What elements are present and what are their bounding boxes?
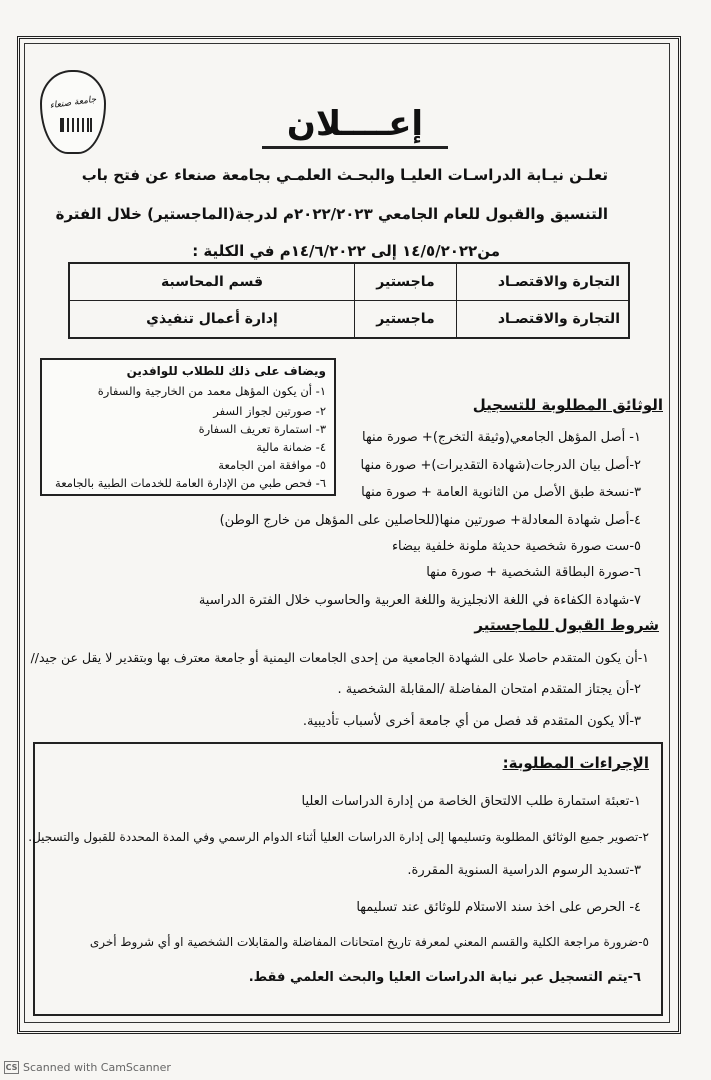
admission-heading: شروط القبول للماجستير xyxy=(474,616,659,634)
foreign-students-box xyxy=(40,358,336,496)
degree-cell: ماجستير xyxy=(355,263,457,301)
list-item: ٣- استمارة تعريف السفارة xyxy=(198,422,326,436)
list-item: ٥-ست صورة شخصية حديثة ملونة خلفية بيضاء xyxy=(391,539,641,554)
documents-heading: الوثائق المطلوبة للتسجيل xyxy=(472,396,663,414)
college-cell: التجارة والاقتصـاد xyxy=(457,301,630,339)
list-item: ٥- موافقة امن الجامعة xyxy=(218,458,326,472)
department-cell: إدارة أعمال تنفيذي xyxy=(69,301,355,339)
degree-cell: ماجستير xyxy=(355,301,457,339)
list-item: ٥-ضرورة مراجعة الكلية والقسم المعني لمعرفة تاريخ امتحانات المفاضلة والمقابلات الشخصية او أي شروط أخرى xyxy=(89,935,649,949)
intro-line-1: تعلـن نيـابة الدراسـات العليـا والبحـث العلمـي بجامعة صنعاء عن فتح باب xyxy=(81,166,608,184)
camscanner-icon: CS xyxy=(5,1063,18,1072)
list-item: ٢-أصل بيان الدرجات(شهادة التقديرات)+ صورة منها xyxy=(360,458,641,473)
intro-line-3: من١٤/٥/٢٠٢٢ إلى ١٤/٦/٢٠٢٢م في الكلية : xyxy=(192,242,500,260)
list-item: ١-أن يكون المتقدم حاصلا على الشهادة الجامعية من إحدى الجامعات اليمنية أو جامعة معترف بها وبتقدير لا يقل عن جيد// xyxy=(30,650,649,665)
table-row xyxy=(69,263,629,301)
list-item: ٢-تصوير جميع الوثائق المطلوبة وتسليمها إلى إدارة الدراسات العليا أثناء الدوام الرسمي وفي المدة المحددة للقبول والتسجيل. xyxy=(28,830,649,844)
programs-table xyxy=(68,262,630,339)
list-item: ٢-أن يجتاز المتقدم امتحان المفاضلة /المقابلة الشخصية . xyxy=(337,682,641,697)
watermark-text: Scanned with CamScanner xyxy=(23,1061,171,1074)
table-row xyxy=(69,301,629,339)
college-cell: التجارة والاقتصـاد xyxy=(457,263,630,301)
list-item: ٤- الحرص على اخذ سند الاستلام للوثائق عند تسليمها xyxy=(356,900,641,915)
list-item: ٢- صورتين لجواز السفر xyxy=(213,404,326,418)
intro-line-2: التنسيق والقبول للعام الجامعي ٢٠٢٢/٢٠٢٣م لدرجة(الماجستير) خلال الفترة xyxy=(55,205,608,223)
list-item: ٤-أصل شهادة المعادلة+ صورتين منها(للحاصلين على المؤهل من خارج الوطن) xyxy=(219,513,641,528)
university-logo xyxy=(40,70,106,154)
list-item: ٤- ضمانة مالية xyxy=(256,440,326,454)
list-item: ١-تعبئة استمارة طلب الالتحاق الخاصة من إدارة الدراسات العليا xyxy=(301,794,641,809)
page-title: إعــــلان xyxy=(286,104,424,144)
procedures-heading: الإجراءات المطلوبة: xyxy=(502,754,649,772)
list-item: ٧-شهادة الكفاءة في اللغة الانجليزية واللغة العربية والحاسوب خلال الفترة الدراسية xyxy=(198,593,641,608)
list-item: ٦-يتم التسجيل عبر نيابة الدراسات العليا والبحث العلمي فقط. xyxy=(248,970,641,985)
list-item: ٣-نسخة طبق الأصل من الثانوية العامة + صورة منها xyxy=(361,485,641,500)
department-cell: قسم المحاسبة xyxy=(69,263,355,301)
scanner-watermark xyxy=(4,1061,171,1074)
list-item: ٣-تسديد الرسوم الدراسية السنوية المقررة. xyxy=(407,863,641,878)
list-item: ٣-ألا يكون المتقدم قد فصل من أي جامعة أخرى لأسباب تأديبية. xyxy=(302,714,641,729)
list-item: ٦- فحص طبي من الإدارة العامة للخدمات الطبية بالجامعة xyxy=(55,476,326,490)
list-item: ٦-صورة البطاقة الشخصية + صورة منها xyxy=(426,565,641,580)
foreign-students-heading: ويضاف على ذلك للطلاب للوافدين xyxy=(126,364,326,378)
list-item: ١- أن يكون المؤهل معمد من الخارجية والسفارة xyxy=(97,384,326,398)
logo-text: جامعة صنعاء xyxy=(49,94,97,112)
logo-columns-icon xyxy=(60,118,92,132)
title-underline xyxy=(262,146,448,149)
list-item: ١- أصل المؤهل الجامعي(وثيقة التخرج)+ صورة منها xyxy=(361,430,641,445)
